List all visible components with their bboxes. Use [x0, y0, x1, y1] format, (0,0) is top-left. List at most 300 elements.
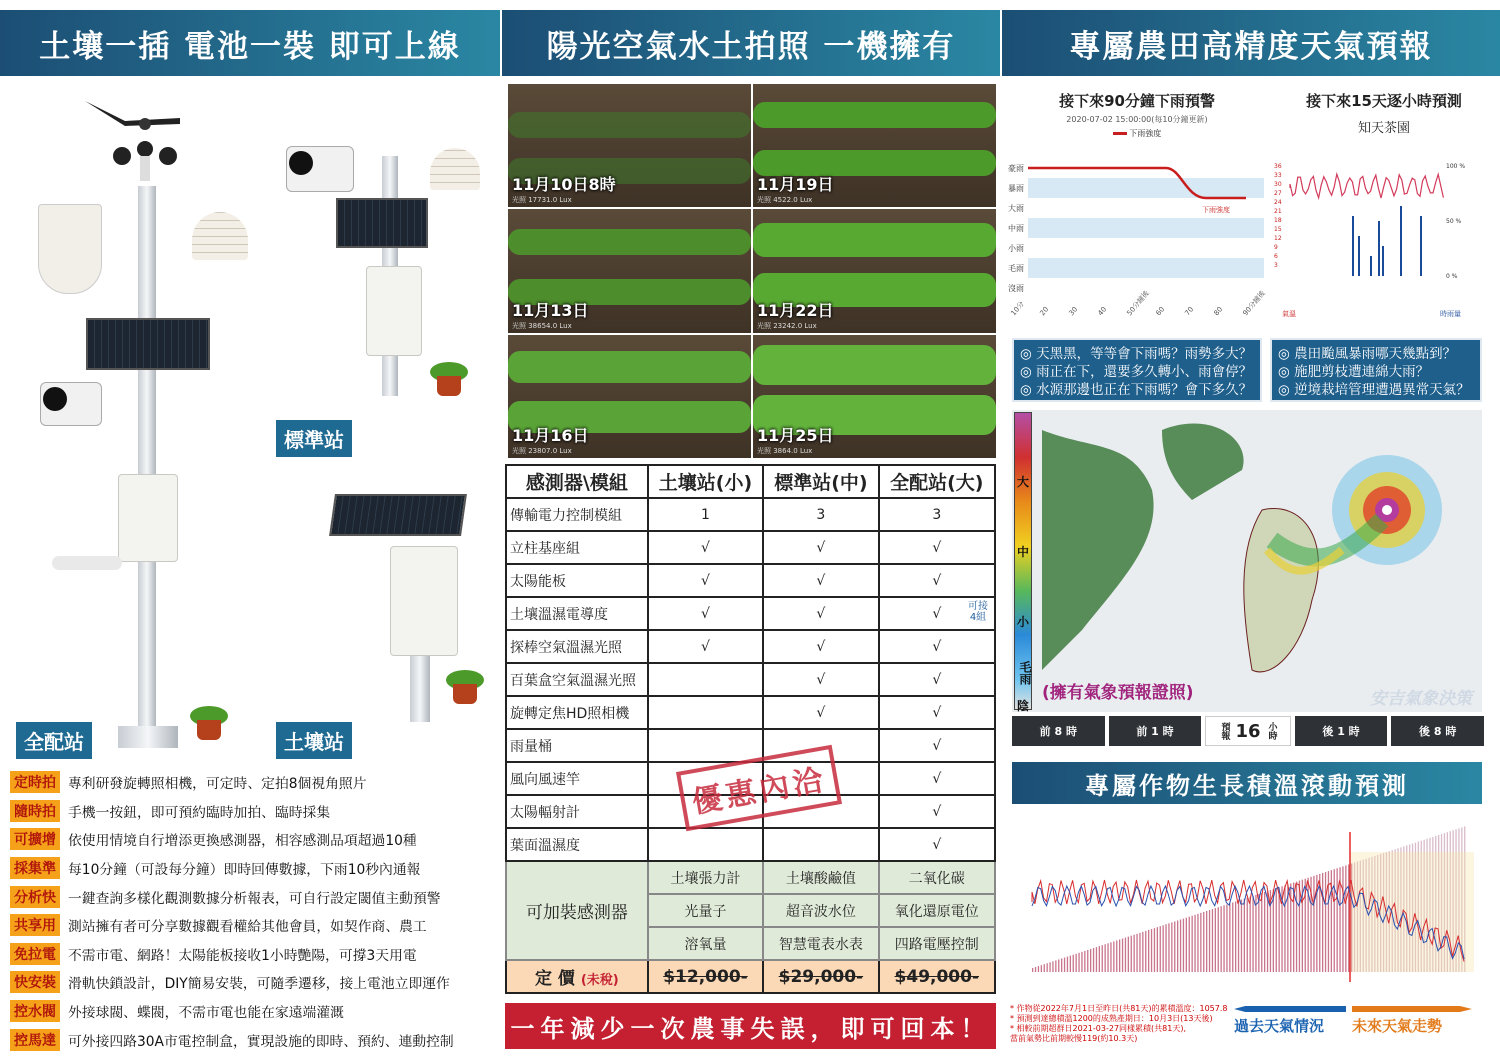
feature-tag: 可擴增 — [10, 828, 60, 850]
rain-level-label: 豪雨 — [1008, 164, 1024, 173]
questions-right — [1270, 338, 1482, 402]
gdd-bar — [1041, 965, 1042, 972]
radiation-shield — [192, 212, 248, 260]
gdd-bar — [1192, 916, 1193, 972]
temp-tick: 3 — [1274, 262, 1278, 269]
legend-label: 中 — [1017, 545, 1030, 559]
rain-x-tick: 70 — [1183, 305, 1196, 318]
gdd-bar — [1107, 943, 1108, 972]
table-header: 全配站(大) — [879, 465, 995, 498]
row-label: 探棒空氣溫濕光照 — [506, 630, 648, 663]
cell: √ — [879, 630, 995, 663]
feature-list — [10, 768, 500, 1054]
future-zone — [1350, 852, 1474, 972]
gdd-bar — [1206, 911, 1207, 972]
cell-value: √ — [932, 605, 942, 622]
feature-item — [10, 797, 500, 826]
photo-lux: 光照 23242.0 Lux — [757, 321, 817, 330]
cell: √ — [879, 663, 995, 696]
feature-text: 手機一按鈕，即可預約臨時加拍、臨時採集 — [68, 804, 331, 821]
crop-photo — [508, 209, 751, 332]
temp-tick: 9 — [1274, 244, 1278, 251]
time-button-prev8[interactable]: 前 8 時 — [1012, 716, 1105, 746]
feature-text: 專利研發旋轉照相機，可定時、定拍8個視角照片 — [68, 776, 367, 793]
gdd-bar — [1252, 896, 1253, 972]
temp-tick: 36 — [1274, 163, 1282, 170]
row-label: 土壤溫濕電導度 — [506, 597, 648, 630]
gdd-bar — [1223, 905, 1224, 972]
row-label: 雨量桶 — [506, 729, 648, 762]
feature-text: 外接球閥、蝶閥，不需市電也能在家遠端灌溉 — [68, 1005, 344, 1022]
rain-bar — [1358, 236, 1360, 276]
map-caption: (擁有氣象預報證照) — [1042, 683, 1194, 703]
feature-text: 每10分鐘（可設每分鐘）即時回傳數據，下雨10秒內通報 — [68, 862, 421, 879]
solar-panel-standard — [336, 198, 428, 248]
photo-date: 11月16日 — [512, 426, 589, 445]
gdd-bar — [1221, 906, 1222, 972]
cell: √ — [879, 762, 995, 795]
legend-label: 大 — [1017, 475, 1030, 489]
gdd-bar — [1168, 923, 1169, 972]
gdd-bar — [1194, 915, 1195, 972]
table-row — [506, 696, 995, 729]
hourly-chart-plot — [1270, 136, 1498, 326]
spec-table — [505, 464, 996, 994]
addon-cell: 四路電壓控制 — [879, 927, 995, 960]
legend-temp: 氣溫 — [1282, 310, 1296, 318]
gdd-bar — [1296, 882, 1297, 972]
feature-text: 不需市電、網路！太陽能板接收1小時艷陽，可撐3天用電 — [68, 947, 417, 964]
addon-cell: 智慧電表水表 — [763, 927, 878, 960]
gdd-bar — [1212, 909, 1213, 972]
gdd-bar — [1276, 888, 1277, 972]
cell — [879, 597, 995, 630]
rain-bar — [1352, 216, 1354, 276]
rain-prob-tick: 50 % — [1446, 218, 1462, 225]
time-button-next8[interactable]: 後 8 時 — [1391, 716, 1484, 746]
gdd-bar — [1128, 937, 1129, 972]
question-item: ◎ 天黑黑，等等會下雨嗎？雨勢多大？ — [1020, 346, 1253, 362]
gdd-bar — [1177, 921, 1178, 973]
label-full-station: 全配站 — [16, 722, 92, 759]
gdd-bar — [1055, 960, 1056, 972]
gdd-bar — [1264, 892, 1265, 972]
gdd-bar — [1090, 949, 1091, 972]
feature-text: 依使用情境自行增添更換感測器，相容感測品項超過10種 — [68, 833, 417, 850]
gdd-bar — [1078, 953, 1079, 972]
control-box-full — [118, 474, 178, 562]
rain-bar — [1378, 221, 1380, 276]
photo-lux: 光照 3864.0 Lux — [757, 447, 813, 455]
rain-chart-legend: 下雨強度 — [1006, 128, 1268, 139]
table-row — [506, 630, 995, 663]
table-header: 感測器\模組 — [506, 465, 648, 498]
addon-row — [506, 861, 995, 894]
feature-item — [10, 882, 500, 911]
gdd-bar — [1163, 925, 1164, 972]
gdd-bar — [1218, 907, 1219, 972]
feature-tag: 免拉電 — [10, 943, 60, 965]
map-watermark: 安吉氣象決策 — [1370, 689, 1472, 709]
gdd-note: * 預測到達總積溫1200的成熟產期日：10月3日(13天後) — [1010, 1014, 1213, 1023]
gdd-bar — [1247, 898, 1248, 972]
gdd-note: 當前氣勢比前期較慢119(約10.3天) — [1010, 1034, 1138, 1043]
gdd-bar — [1267, 891, 1268, 972]
gdd-bar — [1342, 866, 1343, 972]
price-label: 定 價 (未稅) — [506, 960, 648, 993]
cell — [648, 663, 763, 696]
gdd-bar — [1238, 901, 1239, 972]
feature-text: 測站擁有者可分享數據觀看權給其他會員，如契作商、農工 — [68, 919, 427, 936]
photo-date: 11月19日 — [757, 175, 834, 195]
cell: √ — [648, 597, 763, 630]
feature-item — [10, 768, 500, 797]
photo-lux: 光照 17731.0 Lux — [512, 196, 572, 205]
rain-x-tick: 20 — [1038, 305, 1051, 318]
gdd-bar — [1058, 959, 1059, 972]
cell — [648, 696, 763, 729]
header-middle: 陽光空氣水土拍照 一機擁有 — [502, 10, 1000, 76]
past-arrow: 過去天氣情況 — [1234, 1006, 1346, 1028]
gdd-bar — [1096, 947, 1097, 972]
temp-tick: 6 — [1274, 253, 1278, 260]
gdd-bar — [1157, 927, 1158, 972]
header-left: 土壤一插 電池一裝 即可上線 — [0, 10, 500, 76]
probe-sensor — [52, 556, 122, 570]
row-label: 葉面溫濕度 — [506, 828, 648, 861]
feature-item — [10, 968, 500, 997]
gdd-bar — [1093, 948, 1094, 972]
gdd-bar — [1348, 864, 1349, 972]
table-row — [506, 729, 995, 762]
gdd-header: 專屬作物生長積溫滾動預測 — [1012, 762, 1482, 804]
cell: 3 — [879, 498, 995, 531]
crop-photo — [753, 335, 996, 458]
gdd-bar — [1105, 944, 1106, 972]
temp-tick: 24 — [1274, 199, 1282, 206]
gdd-bar — [1250, 897, 1251, 972]
rain-bar — [1382, 246, 1384, 276]
rain-chart-subtitle: 2020-07-02 15:00:00(每10分鐘更新) — [1066, 115, 1208, 124]
gdd-bar — [1203, 912, 1204, 972]
rain-band — [1028, 258, 1264, 278]
gdd-bar — [1165, 924, 1166, 972]
question-item: ◎ 雨正在下，還要多久轉小、雨會停？ — [1020, 364, 1253, 380]
gdd-bar — [1244, 899, 1245, 972]
addon-cell: 溶氧量 — [648, 927, 763, 960]
temp-tick: 21 — [1274, 208, 1282, 215]
questions-left — [1012, 338, 1262, 402]
rain-level-label: 暴雨 — [1008, 184, 1024, 193]
feature-text: 滑軌快鎖設計，DIY簡易安裝，可隨季遷移，接上電池立即運作 — [68, 976, 450, 993]
control-box-soil — [390, 546, 458, 656]
crop-photo — [753, 84, 996, 207]
feature-text: 可外接四路30A市電控制盒，實現設施的即時、預約、連動控制 — [68, 1033, 454, 1050]
time-button-next1[interactable]: 後 1 時 — [1295, 716, 1388, 746]
gdd-bar — [1154, 928, 1155, 972]
solar-panel-full — [86, 318, 210, 370]
gdd-bar — [1136, 934, 1137, 972]
cell: 3 — [763, 498, 878, 531]
gdd-bar — [1113, 941, 1114, 972]
gdd-bar — [1084, 951, 1085, 972]
feature-tag: 共享用 — [10, 914, 60, 936]
question-item: ◎ 農田颱風暴雨哪天幾點到？ — [1278, 346, 1457, 362]
rain-level-label: 沒雨 — [1008, 284, 1024, 293]
table-row — [506, 663, 995, 696]
full-station-pole — [138, 186, 156, 746]
row-label: 太陽能板 — [506, 564, 648, 597]
gdd-bar — [1258, 894, 1259, 972]
gdd-bar — [1038, 966, 1039, 972]
gdd-bar — [1186, 918, 1187, 972]
feature-tag: 快安裝 — [10, 971, 60, 993]
photo-date: 11月10日8時 — [512, 175, 616, 195]
rain-band — [1028, 218, 1264, 238]
hourly-chart-title: 接下來15天逐小時預測 — [1306, 92, 1462, 110]
anemometer-icon — [110, 141, 180, 181]
rain-band — [1028, 178, 1264, 198]
gdd-bar — [1073, 955, 1074, 972]
photo-date: 11月25日 — [757, 426, 834, 445]
gdd-chart — [1012, 812, 1482, 1000]
gdd-bar — [1134, 935, 1135, 972]
gdd-bar — [1325, 872, 1326, 972]
row-label: 風向風速竿 — [506, 762, 648, 795]
gdd-bar — [1174, 921, 1175, 972]
row-label: 百葉盒空氣溫濕光照 — [506, 663, 648, 696]
table-row — [506, 597, 995, 630]
feature-tag: 採集準 — [10, 857, 60, 879]
feature-text: 一鍵查詢多樣化觀測數據分析報表，可自行設定閾值主動預警 — [68, 890, 441, 907]
feature-item — [10, 997, 500, 1026]
gdd-bar — [1102, 945, 1103, 972]
gdd-bar — [1255, 895, 1256, 972]
row-label: 傳輸電力控制模組 — [506, 498, 648, 531]
gdd-notes — [1010, 1004, 1230, 1044]
hourly-chart — [1270, 90, 1498, 326]
rain-x-tick: 80 — [1212, 305, 1225, 318]
crop-photo — [753, 209, 996, 332]
feature-item — [10, 940, 500, 969]
rain-chart — [1006, 90, 1268, 322]
crop-photo-grid — [508, 84, 996, 458]
gdd-bar — [1337, 868, 1338, 972]
gdd-chart-plot — [1012, 812, 1482, 1000]
temp-series-line — [1290, 174, 1443, 198]
gdd-bar — [1322, 873, 1323, 972]
gdd-bar — [1070, 956, 1071, 972]
gdd-bar — [1049, 962, 1050, 972]
feature-item — [10, 825, 500, 854]
legend-label: 小 — [1017, 615, 1030, 629]
rain-bar — [1400, 206, 1402, 276]
addon-cell: 土壤酸鹼值 — [763, 861, 878, 894]
rain-prob-tick: 100 % — [1446, 163, 1466, 170]
control-box-standard — [366, 266, 422, 356]
cell: √ — [763, 696, 878, 729]
addon-cell: 光量子 — [648, 894, 763, 927]
camera-icon-standard — [286, 146, 354, 192]
feature-tag: 隨時拍 — [10, 800, 60, 822]
wind-vane-icon — [85, 96, 185, 136]
rain-level-label: 小雨 — [1008, 244, 1024, 253]
gdd-bar — [1061, 959, 1062, 973]
cell: √ — [879, 531, 995, 564]
feature-item — [10, 1025, 500, 1054]
gdd-bar — [1261, 893, 1262, 972]
question-item: ◎ 施肥剪枝遭連綿大雨？ — [1278, 364, 1430, 380]
rain-gauge — [38, 204, 102, 294]
gdd-bar — [1047, 963, 1048, 972]
gdd-bar — [1081, 952, 1082, 972]
gdd-bar — [1180, 920, 1181, 972]
gdd-bar — [1125, 938, 1126, 972]
rain-x-tick: 90分鐘後 — [1241, 289, 1267, 318]
gdd-bar — [1151, 929, 1152, 972]
rain-x-tick: 10分 — [1009, 299, 1026, 318]
typhoon-radar-map — [1012, 410, 1482, 712]
gdd-bar — [1148, 930, 1149, 972]
addon-cell: 超音波水位 — [763, 894, 878, 927]
temp-tick: 15 — [1274, 226, 1282, 233]
hourly-chart-subtitle: 知天茶園 — [1357, 121, 1410, 136]
rain-bar — [1370, 256, 1372, 276]
header-right: 專屬農田高精度天氣預報 — [1002, 10, 1500, 76]
soil-station-pole — [410, 656, 430, 722]
cell: √ — [879, 828, 995, 861]
gdd-bar — [1160, 926, 1161, 972]
gdd-bar — [1241, 900, 1242, 972]
table-header: 標準站(中) — [763, 465, 878, 498]
gdd-bar — [1119, 940, 1120, 973]
gdd-bar — [1099, 946, 1100, 972]
feature-tag: 定時拍 — [10, 771, 60, 793]
temp-tick: 33 — [1274, 172, 1282, 179]
radar-map-svg — [1012, 410, 1482, 712]
gdd-bar — [1122, 939, 1123, 972]
gdd-bar — [1345, 865, 1346, 972]
cell: √ — [763, 630, 878, 663]
cell — [648, 729, 763, 762]
gdd-bar — [1116, 940, 1117, 972]
camera-icon — [40, 382, 102, 426]
gdd-bar — [1229, 903, 1230, 972]
feature-item — [10, 911, 500, 940]
solar-panel-soil — [329, 494, 467, 536]
discount-stamp: 優惠內洽 — [676, 745, 842, 832]
question-item: ◎ 逆境栽培管理遭遇異常天氣？ — [1278, 382, 1470, 398]
gdd-bar — [1110, 942, 1111, 972]
gdd-bar — [1200, 913, 1201, 972]
cell: √ — [879, 795, 995, 828]
full-station-base — [118, 726, 178, 748]
price-small: $12,000- — [648, 960, 763, 993]
cell: √ — [763, 564, 878, 597]
cell: √ — [879, 729, 995, 762]
potted-plant-icon-standard — [430, 362, 468, 396]
temp-tick: 18 — [1274, 217, 1282, 224]
gdd-bar — [1052, 961, 1053, 972]
radiation-shield-standard — [430, 148, 480, 190]
gdd-bar — [1139, 933, 1140, 972]
cell: √ — [879, 564, 995, 597]
gdd-bar — [1235, 902, 1236, 973]
gdd-bar — [1044, 964, 1045, 972]
rain-x-tick: 60 — [1154, 305, 1167, 318]
forecast-time-bar — [1012, 716, 1484, 746]
price-large: $49,000- — [879, 960, 995, 993]
gdd-bar — [1189, 917, 1190, 972]
label-standard-station: 標準站 — [276, 420, 352, 457]
rain-series-label: 下雨強度 — [1202, 206, 1230, 214]
photo-lux: 光照 4522.0 Lux — [757, 196, 813, 205]
rain-x-tick: 30 — [1067, 305, 1080, 318]
gdd-note: * 作物從2022年7月1日至昨日(共81天)的累積溫度：1057.8 — [1010, 1004, 1228, 1013]
table-header: 土壤站(小) — [648, 465, 763, 498]
table-row — [506, 498, 995, 531]
crop-photo — [508, 335, 751, 458]
crop-photo — [508, 84, 751, 207]
gdd-bar — [1313, 876, 1314, 972]
table-row — [506, 564, 995, 597]
gdd-bar — [1142, 932, 1143, 972]
cell: √ — [879, 696, 995, 729]
rain-prob-tick: 0 % — [1446, 273, 1458, 280]
station-photos — [10, 86, 495, 766]
cell: √ — [648, 564, 763, 597]
addon-label: 可加裝感測器 — [506, 861, 648, 960]
table-row — [506, 828, 995, 861]
cell: √ — [763, 597, 878, 630]
rain-chart-plot — [1006, 154, 1268, 324]
gdd-bar — [1279, 887, 1280, 972]
row-label: 立柱基座組 — [506, 531, 648, 564]
photo-date: 11月22日 — [757, 300, 834, 320]
gdd-bar — [1232, 902, 1233, 972]
price-row — [506, 960, 995, 993]
gdd-bar — [1209, 910, 1210, 972]
temp-tick: 30 — [1274, 181, 1282, 188]
photo-date: 11月13日 — [512, 300, 589, 320]
gdd-bar — [1087, 950, 1088, 972]
potted-plant-icon-soil — [446, 670, 484, 704]
label-soil-station: 土壤站 — [276, 722, 352, 759]
feature-tag: 控馬達 — [10, 1029, 60, 1051]
feature-tag: 分析快 — [10, 886, 60, 908]
price-medium: $29,000- — [763, 960, 878, 993]
table-row — [506, 531, 995, 564]
rain-level-label: 毛雨 — [1008, 264, 1024, 273]
forecast-hour-display: 預報 16 小時 — [1205, 716, 1290, 746]
cell: √ — [763, 531, 878, 564]
cell — [648, 828, 763, 861]
gdd-bar — [1334, 869, 1335, 972]
gdd-bar — [1183, 919, 1184, 972]
gdd-bar — [1067, 957, 1068, 972]
time-button-prev1[interactable]: 前 1 時 — [1109, 716, 1202, 746]
photo-lux: 光照 38654.0 Lux — [512, 321, 572, 330]
legend-label: 陰 — [1017, 699, 1030, 713]
note-extra: 可接 4組 — [968, 601, 988, 623]
gdd-bar — [1064, 958, 1065, 972]
rain-x-tick: 40 — [1096, 305, 1109, 318]
cell — [763, 828, 878, 861]
legend-label: 毛雨 — [1018, 661, 1032, 685]
row-label: 旋轉定焦HD照相機 — [506, 696, 648, 729]
feature-item — [10, 854, 500, 883]
row-label: 太陽輻射計 — [506, 795, 648, 828]
